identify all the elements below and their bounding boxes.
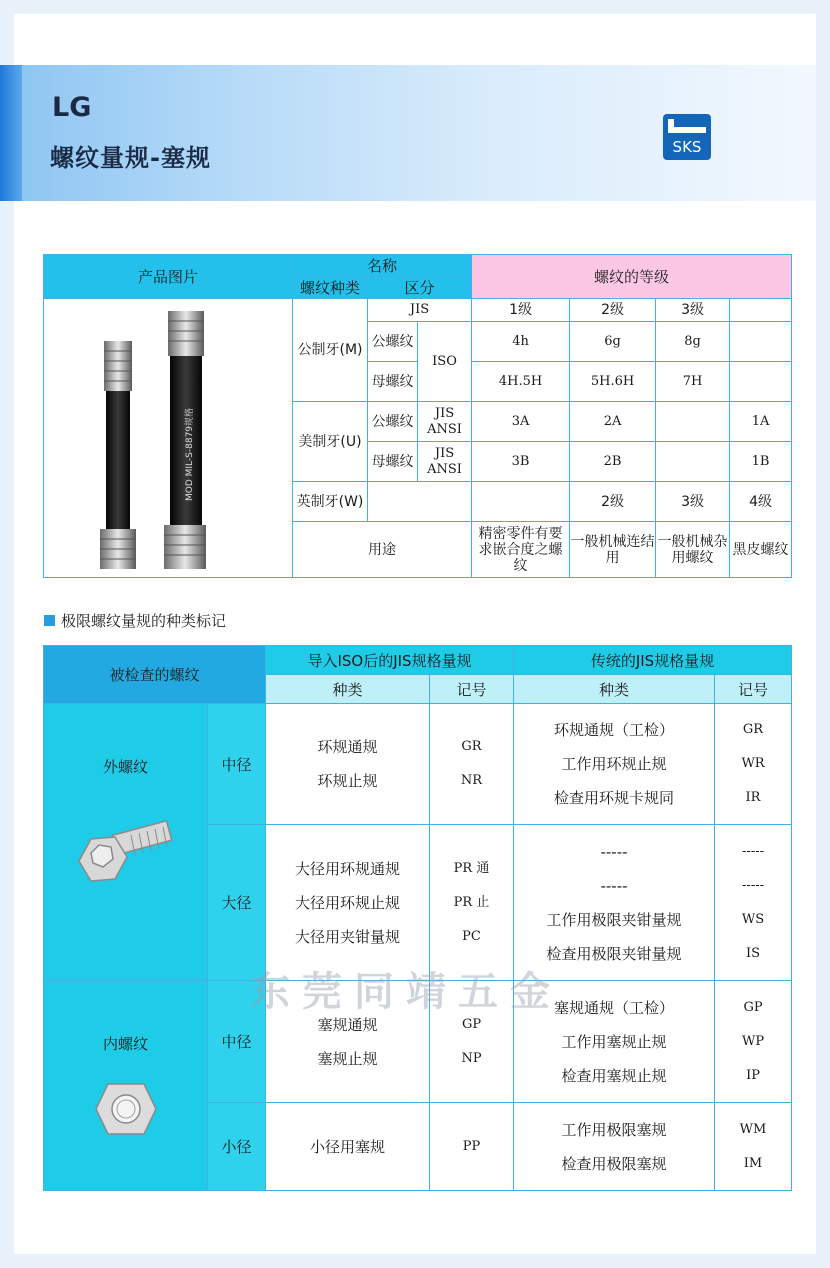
list-item: 工作用极限塞规 xyxy=(561,1120,667,1139)
watermark: 东莞同靖五金 xyxy=(250,969,562,1015)
list-item: ----- xyxy=(742,877,764,893)
header-iso-kind: 种类 xyxy=(266,675,430,704)
list-item: 检查用极限塞规 xyxy=(561,1154,667,1173)
usage-1: 精密零件有要求嵌合度之螺纹 xyxy=(472,522,570,578)
list-item: IS xyxy=(745,945,761,961)
list-item: PC xyxy=(462,928,481,944)
list-item: ----- xyxy=(742,843,764,859)
list-item: ----- xyxy=(600,876,628,895)
unified-male-grade-3 xyxy=(656,402,730,442)
unified-female-grade-2: 2B xyxy=(570,442,656,482)
metric-jis-grade-3: 3级 xyxy=(656,299,730,322)
list-item: GP xyxy=(743,999,763,1015)
metric-female-grade-1: 4H.5H xyxy=(472,362,570,402)
metric-jis-grade-2: 2级 xyxy=(570,299,656,322)
list-item: 小径用塞规 xyxy=(310,1137,386,1156)
header-checked-thread: 被检查的螺纹 xyxy=(44,646,266,704)
sks-logo xyxy=(663,114,711,160)
list-item: WP xyxy=(741,1033,765,1049)
header-grade: 螺纹的等级 xyxy=(472,255,792,299)
metric-female-grade-4 xyxy=(730,362,792,402)
list-item: 塞规通规 xyxy=(317,1015,378,1034)
list-item: 检查用环规卡规同 xyxy=(554,789,675,807)
section-title-text: 极限螺纹量规的种类标记 xyxy=(61,612,227,630)
external-major-trad-marks xyxy=(715,825,792,981)
list-item: 环规止规 xyxy=(317,772,378,790)
metric-jis: JIS xyxy=(368,299,472,322)
list-item: NR xyxy=(460,773,483,788)
bolt-icon xyxy=(71,817,181,897)
internal-thread-label: 内螺纹 xyxy=(102,1035,148,1053)
thread-grade-table xyxy=(43,254,792,578)
external-pitch-trad-kinds xyxy=(514,704,715,825)
unified-male: 公螺纹 xyxy=(368,402,418,442)
header-trad-jis: 传统的JIS规格量规 xyxy=(514,646,792,675)
unified-female-grade-1: 3B xyxy=(472,442,570,482)
unified-std-female: JIS ANSI xyxy=(418,442,472,482)
whitworth-grade-4: 4级 xyxy=(730,482,792,522)
list-item: 大径用夹钳量规 xyxy=(295,927,401,946)
list-item: IP xyxy=(746,1067,760,1083)
external-pitch-label: 中径 xyxy=(208,704,266,825)
list-item: 工作用塞规止规 xyxy=(561,1032,667,1051)
list-item: 塞规止规 xyxy=(317,1049,378,1068)
unified-male-grade-4: 1A xyxy=(730,402,792,442)
list-item: 工作用环规止规 xyxy=(561,755,667,773)
usage-4: 黑皮螺纹 xyxy=(730,522,792,578)
external-thread-cell xyxy=(44,704,208,981)
list-item: WR xyxy=(741,756,765,771)
header-trad-kind: 种类 xyxy=(514,675,715,704)
section-title xyxy=(44,610,226,631)
metric-jis-grade-1: 1级 xyxy=(472,299,570,322)
unified-male-grade-1: 3A xyxy=(472,402,570,442)
whitworth-type: 英制牙(W) xyxy=(293,482,368,522)
metric-type: 公制牙(M) xyxy=(293,299,368,402)
metric-male-grade-3: 8g xyxy=(656,322,730,362)
list-item: 环规通规 xyxy=(317,738,378,756)
header-thread-type: 螺纹种类 xyxy=(293,277,368,299)
external-major-trad-kinds xyxy=(514,825,715,981)
header-category: 区分 xyxy=(368,277,472,299)
metric-jis-grade-4 xyxy=(730,299,792,322)
external-pitch-iso-marks xyxy=(430,704,514,825)
product-code: LG xyxy=(52,92,92,123)
list-item: 大径用环规通规 xyxy=(295,859,401,878)
list-item: WM xyxy=(739,1121,767,1137)
usage-3: 一般机械杂用螺纹 xyxy=(656,522,730,578)
whitworth-grade-3: 3级 xyxy=(656,482,730,522)
list-item: 检查用极限夹钳量规 xyxy=(546,944,682,963)
metric-male: 公螺纹 xyxy=(368,322,418,362)
metric-female-grade-3: 7H xyxy=(656,362,730,402)
list-item: GR xyxy=(742,722,764,737)
header-trad-mark: 记号 xyxy=(715,675,792,704)
internal-minor-iso-kinds xyxy=(266,1103,430,1191)
whitworth-grade-1 xyxy=(472,482,570,522)
internal-pitch-label: 中径 xyxy=(208,981,266,1103)
list-item: 大径用环规止规 xyxy=(295,893,401,912)
header-iso-jis: 导入ISO后的JIS规格量规 xyxy=(266,646,514,675)
list-item: 检查用塞规止规 xyxy=(561,1066,667,1085)
internal-minor-trad-kinds xyxy=(514,1103,715,1191)
metric-male-grade-2: 6g xyxy=(570,322,656,362)
square-bullet-icon xyxy=(44,615,55,626)
product-photo-cell xyxy=(44,299,293,578)
list-item: 环规通规（工检） xyxy=(554,721,675,739)
header-product-image: 产品图片 xyxy=(44,255,293,299)
unified-std-male: JIS ANSI xyxy=(418,402,472,442)
list-item: PP xyxy=(462,1138,481,1154)
list-item: IR xyxy=(745,790,761,805)
header-iso-mark: 记号 xyxy=(430,675,514,704)
external-major-iso-marks xyxy=(430,825,514,981)
photo-caption: MOD MIL-S-8879规格 xyxy=(185,407,195,501)
list-item: GR xyxy=(461,739,482,754)
logo-text: SKS xyxy=(672,138,702,156)
unified-male-grade-2: 2A xyxy=(570,402,656,442)
list-item: NP xyxy=(461,1050,482,1066)
header-name: 名称 xyxy=(293,255,472,277)
list-item: 工作用极限夹钳量规 xyxy=(546,910,682,929)
header-accent-bar xyxy=(0,65,22,201)
metric-male-grade-4 xyxy=(730,322,792,362)
list-item: 塞规通规（工检） xyxy=(554,998,675,1017)
external-major-iso-kinds xyxy=(266,825,430,981)
external-thread-label: 外螺纹 xyxy=(102,758,148,776)
external-pitch-trad-marks xyxy=(715,704,792,825)
unified-female: 母螺纹 xyxy=(368,442,418,482)
list-item: PR 止 xyxy=(453,894,490,910)
whitworth-grade-2: 2级 xyxy=(570,482,656,522)
list-item: PR 通 xyxy=(453,860,490,876)
internal-minor-label: 小径 xyxy=(208,1103,266,1191)
external-pitch-iso-kinds xyxy=(266,704,430,825)
metric-female: 母螺纹 xyxy=(368,362,418,402)
metric-female-grade-2: 5H.6H xyxy=(570,362,656,402)
usage-label: 用途 xyxy=(293,522,472,578)
list-item: IM xyxy=(743,1155,763,1171)
list-item: GP xyxy=(461,1016,482,1032)
external-major-label: 大径 xyxy=(208,825,266,981)
unified-female-grade-4: 1B xyxy=(730,442,792,482)
metric-male-grade-1: 4h xyxy=(472,322,570,362)
nut-icon xyxy=(86,1074,166,1144)
usage-2: 一般机械连结用 xyxy=(570,522,656,578)
product-name: 螺纹量规-塞规 xyxy=(50,144,211,172)
list-item: ----- xyxy=(600,842,628,861)
unified-female-grade-3 xyxy=(656,442,730,482)
internal-minor-trad-marks xyxy=(715,1103,792,1191)
internal-thread-cell xyxy=(44,981,208,1191)
unified-type: 美制牙(U) xyxy=(293,402,368,482)
internal-pitch-trad-marks xyxy=(715,981,792,1103)
metric-iso: ISO xyxy=(418,322,472,402)
whitworth-category xyxy=(368,482,472,522)
list-item: WS xyxy=(741,911,765,927)
internal-minor-iso-marks xyxy=(430,1103,514,1191)
gauge-type-table xyxy=(43,645,792,1191)
plug-gauge-image xyxy=(68,301,268,571)
